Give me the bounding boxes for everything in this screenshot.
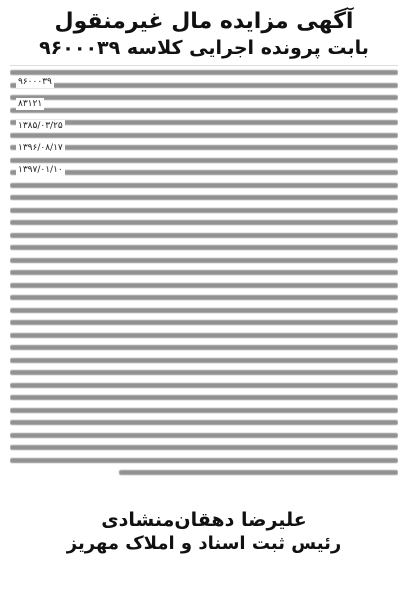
signature-block bbox=[10, 508, 398, 556]
notice-title: آگهی مزایده مال غیرمنقول bbox=[54, 9, 354, 34]
deed-number: ۸۳۱۲۱ bbox=[18, 99, 43, 109]
case-number-title: بابت پرونده اجرایی کلاسه ۹۶۰۰۰۳۹ bbox=[39, 37, 369, 59]
deed-date: ۱۳۸۵/۰۳/۲۵ bbox=[18, 121, 63, 131]
notice-body-placeholder bbox=[10, 65, 398, 502]
notice-date: ۱۳۹۶/۰۸/۱۷ bbox=[18, 143, 63, 153]
visible-numbers bbox=[16, 76, 146, 186]
case-number: ۹۶۰۰۰۳۹ bbox=[18, 77, 52, 87]
signatory-name: علیرضا دهقان‌منشادی bbox=[101, 509, 307, 531]
signatory-title: رئیس ثبت اسناد و املاک مهریز bbox=[66, 533, 342, 554]
publication-date: ۱۳۹۷/۰۱/۱۰ bbox=[18, 165, 63, 175]
